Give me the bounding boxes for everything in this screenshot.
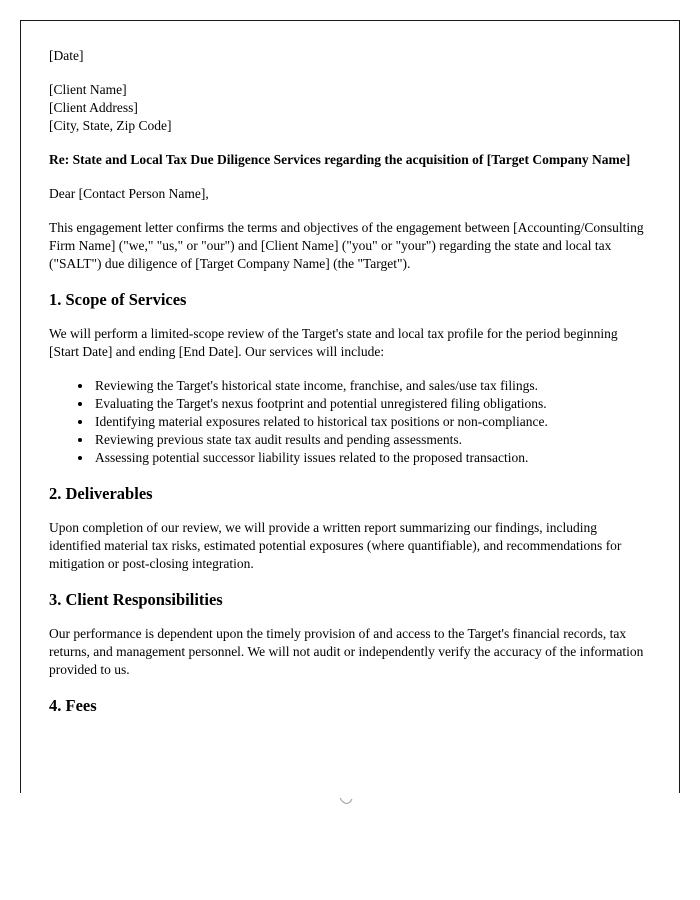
section-heading-deliverables: 2. Deliverables: [49, 484, 153, 503]
bullet-item: • Reviewing previous state tax audit results and pending assessments.: [93, 431, 649, 449]
client-name-line: [Client Name]: [49, 82, 127, 97]
bullet-item: • Identifying material exposures related to historical tax positions or non-compliance.: [93, 413, 649, 431]
salutation: Dear [Contact Person Name],: [49, 186, 209, 201]
letter-page: [20, 20, 680, 793]
client-address-block: [49, 81, 649, 135]
bullet-item: • Evaluating the Target's nexus footprint and potential unregistered filing obligations.: [93, 395, 649, 413]
client-address-line: [Client Address]: [49, 100, 138, 115]
bullet-item: • Reviewing the Target's historical state income, franchise, and sales/use tax filings.: [93, 377, 649, 395]
intro-paragraph: This engagement letter confirms the terms and objectives of the engagement between [Accounting/Consulting Firm Name] ("we," "us," or "our") and [Client Name] ("you" or "your") regarding the state and local tax ("SALT") due diligence of [Target Company Name] (the "Target").: [49, 220, 644, 271]
section-heading-client-responsibilities: 3. Client Responsibilities: [49, 590, 223, 609]
client-city-line: [City, State, Zip Code]: [49, 118, 172, 133]
scope-bullet-list: [49, 377, 649, 467]
section-heading-scope: 1. Scope of Services: [49, 290, 187, 309]
subject-line: Re: State and Local Tax Due Diligence Services regarding the acquisition of [Target Company Name]: [49, 152, 631, 167]
section-body-deliverables: Upon completion of our review, we will provide a written report summarizing our findings, including identified material tax risks, estimated potential exposures (where quantifiable), and recommendations for mitigation or post-closing integration.: [49, 520, 622, 571]
section-body-scope: We will perform a limited-scope review of the Target's state and local tax profile for the period beginning [Start Date] and ending [End Date]. Our services will include:: [49, 326, 618, 359]
bullet-item: • Assessing potential successor liability issues related to the proposed transaction.: [93, 449, 649, 467]
section-body-client-responsibilities: Our performance is dependent upon the timely provision of and access to the Target's financial records, tax returns, and management personnel. We will not audit or independently verify the accuracy of the information provided to us.: [49, 626, 644, 677]
page-tear-mark: [338, 795, 354, 809]
date-placeholder: [Date]: [49, 48, 84, 63]
section-heading-fees: 4. Fees: [49, 696, 97, 715]
